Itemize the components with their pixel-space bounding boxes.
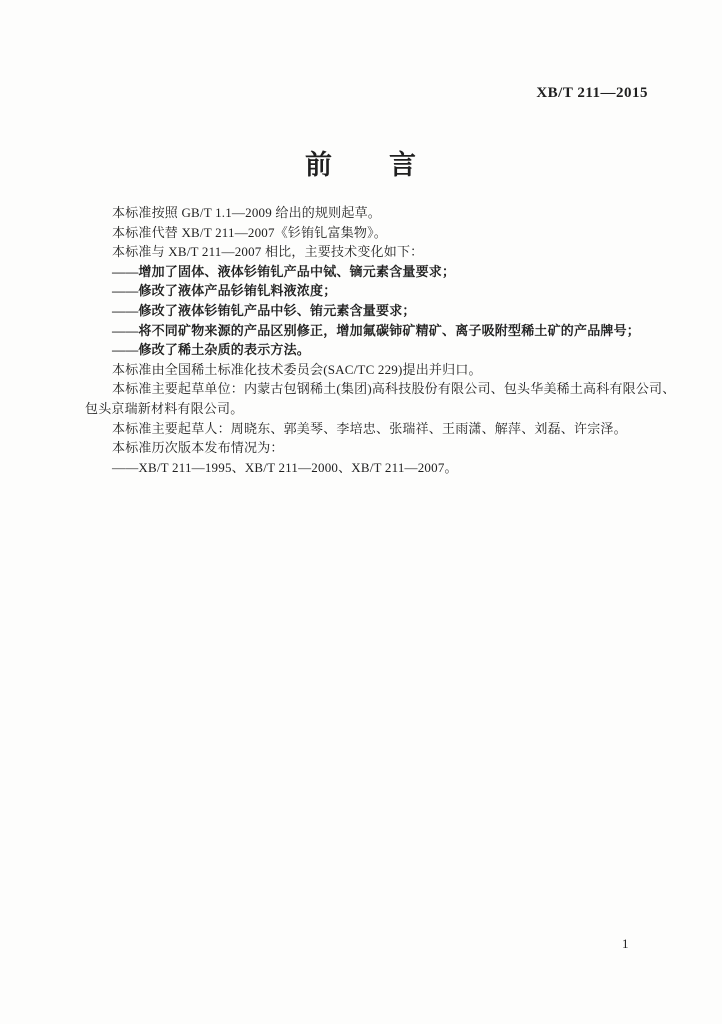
text-line: ——修改了液体产品钐铕钆料液浓度； (112, 283, 337, 299)
text-line: 包头京瑞新材料有限公司。 (85, 400, 244, 416)
text-line: ——修改了液体钐铕钆产品中钐、铕元素含量要求； (112, 302, 416, 318)
text-line: ——XB/T 211—1995、XB/T 211—2000、XB/T 211—2007。 (112, 459, 458, 475)
text-line: 本标准代替 XB/T 211—2007《钐铕钆富集物》。 (112, 224, 387, 240)
page-title: 前 言 (305, 150, 417, 180)
page-number: 1 (622, 936, 629, 951)
text-line: 本标准主要起草单位：内蒙古包钢稀土(集团)高科技股份有限公司、包头华美稀土高科有限公司、 (112, 381, 676, 397)
text-line: 本标准按照 GB/T 1.1—2009 给出的规则起草。 (112, 205, 381, 220)
text-line: 本标准由全国稀土标准化技术委员会(SAC/TC 229)提出并归口。 (112, 361, 482, 377)
document-body (85, 203, 676, 477)
text-line: 本标准与 XB/T 211—2007 相比，主要技术变化如下： (112, 244, 424, 260)
text-line: ——将不同矿物来源的产品区别修正，增加氟碳铈矿精矿、离子吸附型稀土矿的产品牌号； (112, 322, 641, 338)
text-line: ——修改了稀土杂质的表示方法。 (112, 342, 311, 358)
text-line: 本标准历次版本发布情况为： (112, 440, 284, 456)
text-line: ——增加了固体、液体钐铕钆产品中铽、镝元素含量要求； (112, 263, 456, 279)
standard-code: XB/T 211—2015 (536, 85, 648, 101)
text-line: 本标准主要起草人：周晓东、郭美琴、李培忠、张瑞祥、王雨潇、解萍、刘磊、许宗泽。 (112, 420, 627, 436)
